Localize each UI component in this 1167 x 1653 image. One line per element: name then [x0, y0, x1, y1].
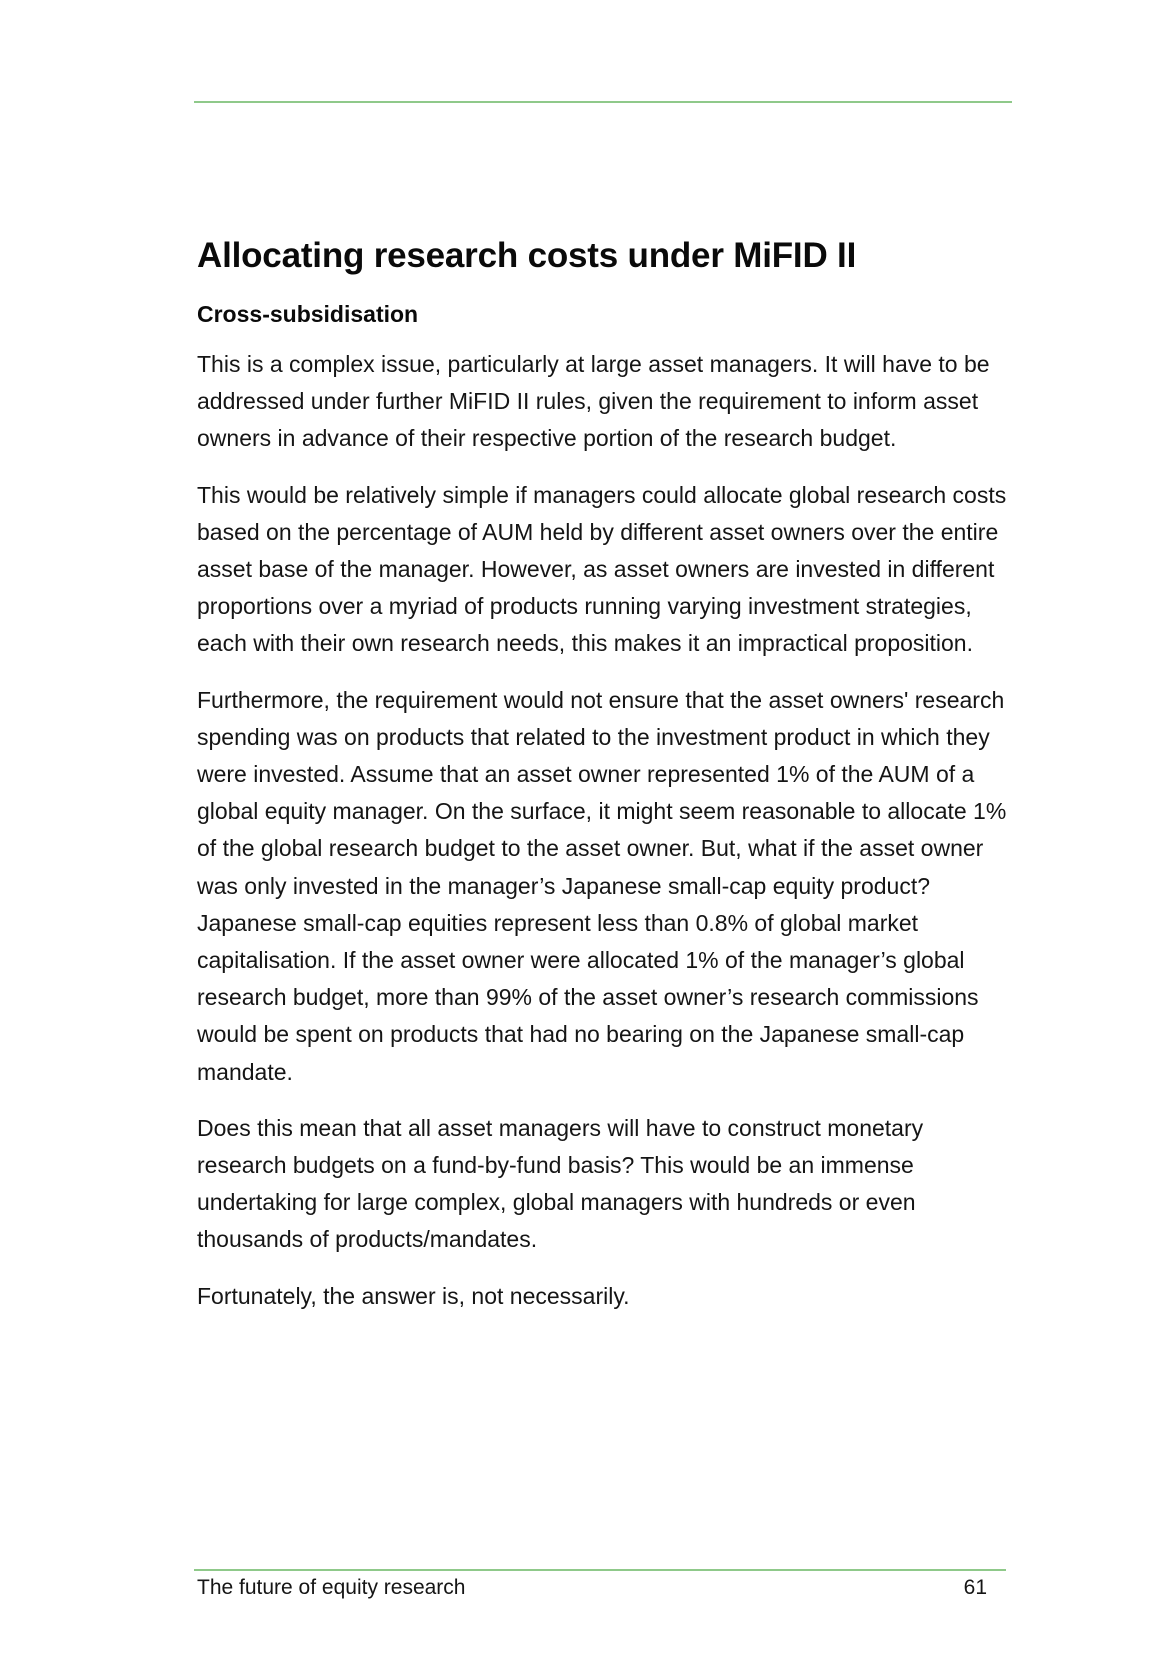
paragraph: Fortunately, the answer is, not necessarily.: [197, 1282, 630, 1309]
page-number: 61: [963, 1576, 987, 1599]
footer-rule: [194, 1569, 1006, 1571]
page-content: [197, 232, 1017, 1315]
section-heading: Cross-subsidisation: [197, 301, 419, 327]
page-footer: [197, 1573, 987, 1603]
page-title: Allocating research costs under MiFID II: [197, 236, 857, 275]
paragraph: This is a complex issue, particularly at large asset managers. It will have to be addressed under further MiFID II rules, given the requirement to inform asset owners in advance of their respective portion of the research budget.: [197, 351, 990, 452]
footer-title: The future of equity research: [197, 1576, 466, 1599]
header-rule: [194, 101, 1012, 103]
paragraph: This would be relatively simple if managers could allocate global research costs based on the percentage of AUM held by different asset owners over the entire asset base of the manager. However, as asset owners are invested in different proportions over a myriad of products running varying investment strategies, each with their own research needs, this makes it an impractical proposition.: [197, 481, 1007, 657]
paragraph: Furthermore, the requirement would not ensure that the asset owners' research spending was on products that related to the investment product in which they were invested. Assume that an asset owner represented 1% of the AUM of a global equity manager. On the surface, it might seem reasonable to allocate 1% of the global research budget to the asset owner. But, what if the asset owner was only invested in the manager’s Japanese small-cap equity product? Japanese small-cap equities represent less than 0.8% of global market capitalisation. If the asset owner were allocated 1% of the manager’s global research budget, more than 99% of the asset owner’s research commissions would be spent on products that had no bearing on the Japanese small-cap mandate.: [197, 686, 1007, 1085]
paragraph: Does this mean that all asset managers will have to construct monetary research budgets on a fund-by-fund basis? This would be an immense undertaking for large complex, global managers with hundreds or even thousands of products/mandates.: [197, 1114, 924, 1253]
